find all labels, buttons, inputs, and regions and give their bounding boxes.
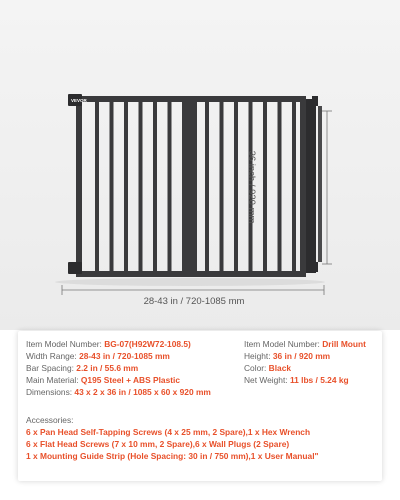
accessories-line: 1 x Mounting Guide Strip (Hole Spacing: 30 in / 750 mm),1 x User Manual" <box>26 451 319 461</box>
gate-bar <box>182 102 186 271</box>
gate-bar <box>124 102 128 271</box>
spec-model-number: Item Model Number: BG-07(H92W72-108.5) <box>26 339 191 349</box>
gate-bar <box>292 102 296 271</box>
spec-height: Height: 36 in / 920 mm <box>244 351 331 361</box>
gate-bar <box>278 102 282 271</box>
height-dimension <box>322 111 332 264</box>
specifications-panel <box>18 331 382 481</box>
spec-width-range: Width Range: 28-43 in / 720-1085 mm <box>26 351 170 361</box>
gate-bar <box>153 102 157 271</box>
accessories-line: 6 x Flat Head Screws (7 x 10 mm, 2 Spare),6 x Wall Plugs (2 Spare) <box>26 439 290 449</box>
gate-bar <box>95 102 99 271</box>
width-dimension-label: 28-43 in / 720-1085 mm <box>143 296 245 307</box>
accessories-line: 6 x Pan Head Self-Tapping Screws (4 x 25 mm, 2 Spare),1 x Hex Wrench <box>26 427 311 437</box>
width-dimension <box>62 285 324 295</box>
gate-bar <box>139 102 143 271</box>
spec-mount-type: Item Model Number: Drill Mount <box>244 339 366 349</box>
brand-logo: VEVOR <box>71 98 87 103</box>
spec-color: Color: Black <box>244 363 292 373</box>
gate-bar <box>234 102 238 271</box>
spec-bar-spacing: Bar Spacing: 2.2 in / 55.6 mm <box>26 363 139 373</box>
gate-bar <box>205 102 209 271</box>
spec-net-weight: Net Weight: 11 lbs / 5.24 kg <box>244 375 349 385</box>
right-bracket <box>306 96 322 273</box>
gate-bar <box>168 102 172 271</box>
gate-bar <box>263 102 267 271</box>
height-dimension-label: 36 inch / 920 mm <box>246 150 257 224</box>
gate-bar <box>220 102 224 271</box>
gate-bar <box>110 102 114 271</box>
spec-main-material: Main Material: Q195 Steel + ABS Plastic <box>26 375 180 385</box>
spec-dimensions: Dimensions: 43 x 2 x 36 in / 1085 x 60 x 920 mm <box>26 387 211 397</box>
accessories-title: Accessories: <box>26 415 74 425</box>
